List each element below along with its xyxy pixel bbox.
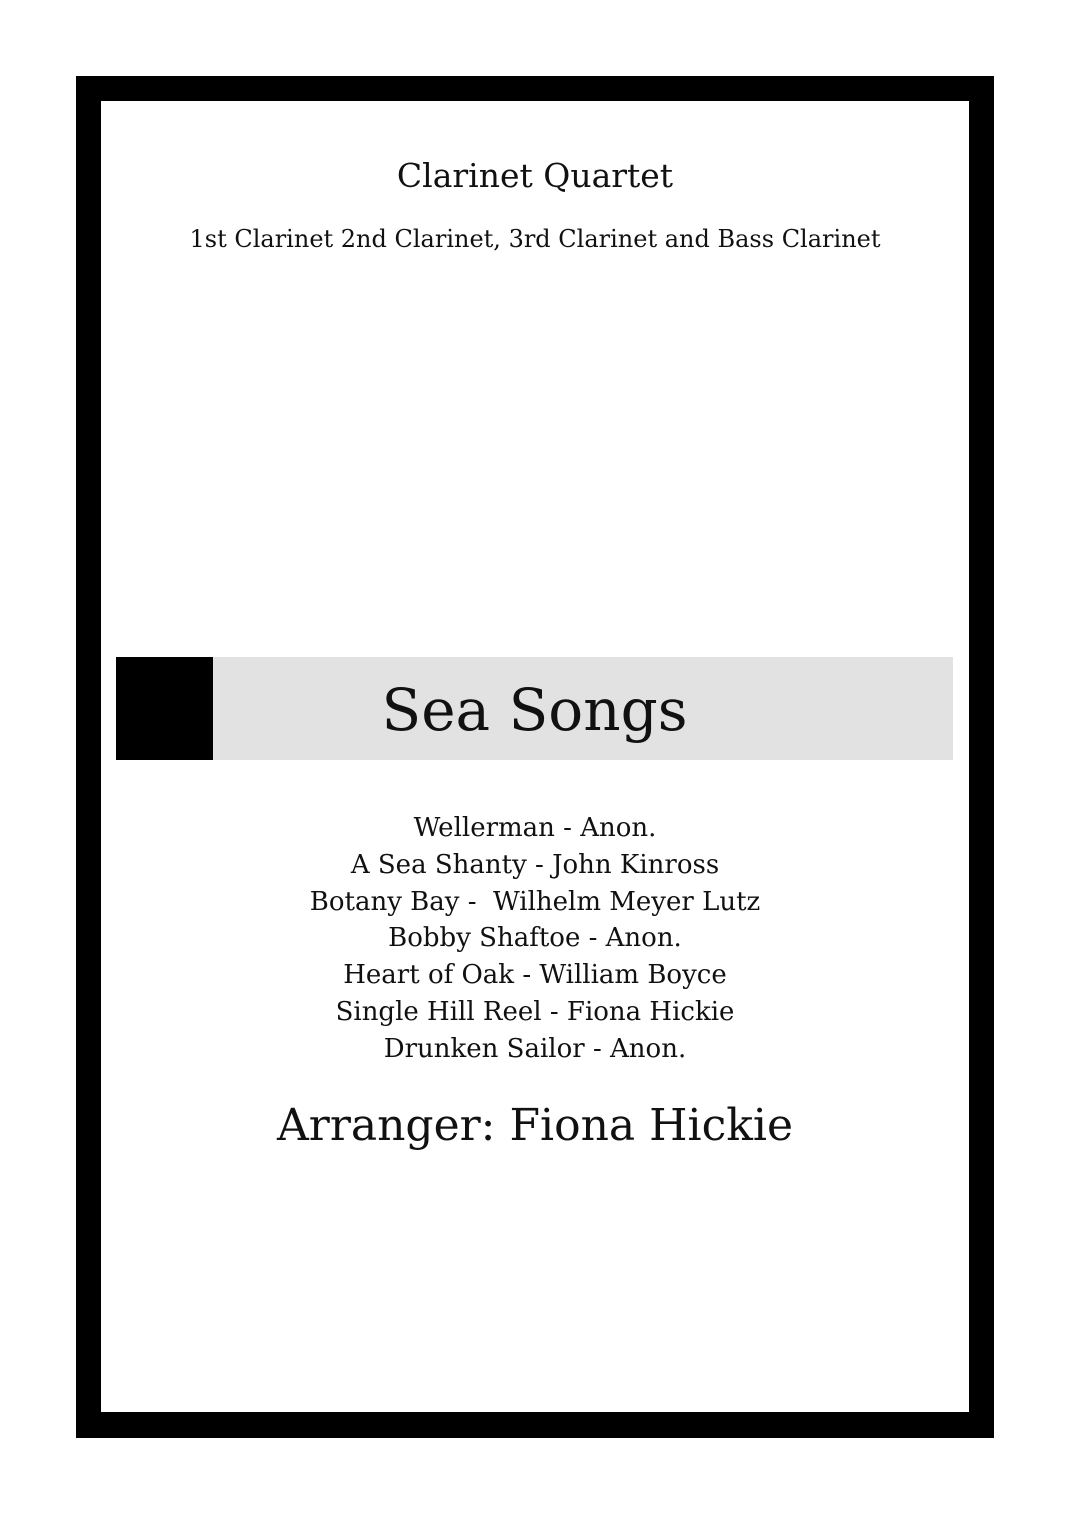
arranger-credit: Arranger: Fiona Hickie [277, 1100, 793, 1151]
list-item: Wellerman - Anon. [413, 813, 657, 843]
list-item: Bobby Shaftoe - Anon. [388, 923, 682, 954]
ensemble-heading: Clarinet Quartet [396, 156, 674, 195]
instrumentation-line: 1st Clarinet 2nd Clarinet, 3rd Clarinet and Bass Clarinet [189, 225, 881, 253]
list-item: Heart of Oak - William Boyce [343, 960, 727, 991]
page-title: Sea Songs [381, 676, 688, 744]
list-item: Single Hill Reel - Fiona Hickie [335, 996, 735, 1027]
list-item: A Sea Shanty - John Kinross [350, 849, 720, 880]
song-list [101, 810, 969, 1068]
list-item: Drunken Sailor - Anon. [383, 1033, 687, 1064]
list-item: Botany Bay - Wilhelm Meyer Lutz [309, 886, 761, 917]
